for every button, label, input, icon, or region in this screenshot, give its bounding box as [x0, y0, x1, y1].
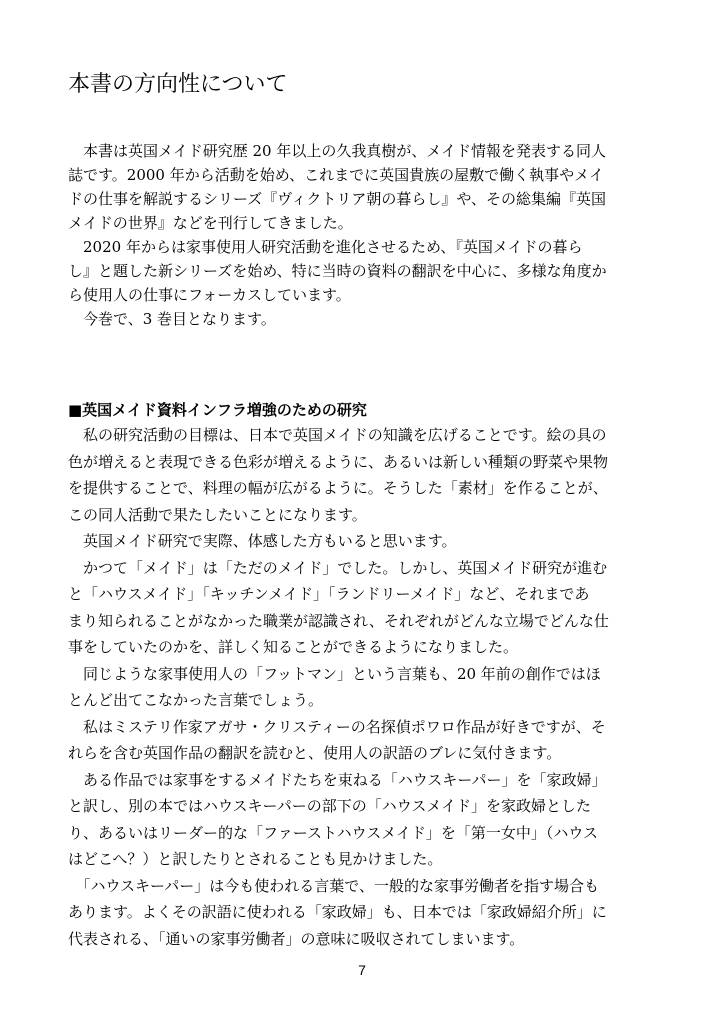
body-line: 色が増えると表現できる色彩が増えるように、あるいは新しい種類の野菜や果物: [68, 452, 609, 471]
page-title: 本書の方向性について: [68, 72, 288, 97]
intro-line: 2020 年からは家事使用人研究活動を進化させるため、『英国メイドの暮ら: [68, 238, 583, 256]
body-line: とんど出てこなかった言葉でしょう。: [68, 691, 324, 709]
body-line: ある作品では家事をするメイドたちを束ねる「ハウスキーパー」を「家政婦」: [68, 770, 607, 789]
body-line: を提供することで、料理の幅が広がるように。そうした「素材」を作ることが、: [68, 479, 608, 497]
body-line: 私はミステリ作家アガサ・クリスティーの名探偵ポワロ作品が好きですが、そ: [68, 717, 606, 736]
body-line: この同人活動で果たしたいことになります。: [68, 505, 367, 524]
body-line: 同じような家事使用人の「フットマン」という言葉も、20 年前の創作ではほ: [68, 664, 601, 683]
intro-line: ドの仕事を解説するシリーズ『ヴィクトリア朝の暮らし』や、その総集編『英国: [68, 190, 607, 208]
body-line: かつて「メイド」は「ただのメイド」でした。しかし、英国メイド研究が進む: [68, 558, 608, 577]
section-heading: ■英国メイド資料インフラ増強のための研究: [68, 401, 367, 419]
intro-line: ら使用人の仕事にフォーカスしています。: [68, 286, 351, 304]
intro-paragraphs: [68, 139, 658, 331]
body-line: り、あるいはリーダー的な「ファーストハウスメイド」を「第一女中」（ハウス: [68, 823, 598, 842]
body-line: 英国メイド研究で実際、体感した方もいると思います。: [68, 532, 457, 550]
body-line: と「ハウスメイド」「キッチンメイド」「ランドリーメイド」など、それまであ: [68, 585, 590, 603]
intro-line: メイドの世界』などを刊行してきました。: [68, 214, 353, 232]
section-body: [68, 422, 658, 952]
body-line: れらを含む英国作品の翻訳を読むと、使用人の訳語のブレに気付きます。: [68, 744, 562, 762]
intro-line: 本書は英国メイド研究歴 20 年以上の久我真樹が、メイド情報を発表する同人: [68, 142, 607, 160]
body-line: 私の研究活動の目標は、日本で英国メイドの知識を広げることです。絵の具の: [68, 426, 607, 444]
body-line: あります。よくその訳語に使われる「家政婦」も、日本では「家政婦紹介所」に: [68, 903, 607, 921]
body-line: 「ハウスキーパー」は今も使われる言葉で、一般的な家事労働者を指す場合も: [68, 876, 600, 895]
body-line: 事をしていたのかを、詳しく知ることができるようになりました。: [68, 638, 519, 656]
page-number: 7: [358, 962, 366, 978]
body-line: はどこへ？）と訳したりとされることも見かけました。: [68, 850, 443, 868]
body-line: 代表される、「通いの家事労働者」の意味に吸収されてしまいます。: [68, 929, 525, 948]
body-line: まり知られることがなかった職業が認識され、それぞれがどんな立場でどんな仕: [68, 611, 609, 630]
intro-line: し』と題した新シリーズを始め、特に当時の資料の翻訳を中心に、多様な角度か: [68, 262, 607, 280]
intro-line: 誌です。2000 年から活動を始め、これまでに英国貴族の屋敷で働く執事やメイ: [68, 166, 604, 184]
body-line: と訳し、別の本ではハウスキーパーの部下の「ハウスメイド」を家政婦とした: [68, 797, 592, 815]
intro-line: 今巻で、3 巻目となります。: [68, 310, 276, 328]
